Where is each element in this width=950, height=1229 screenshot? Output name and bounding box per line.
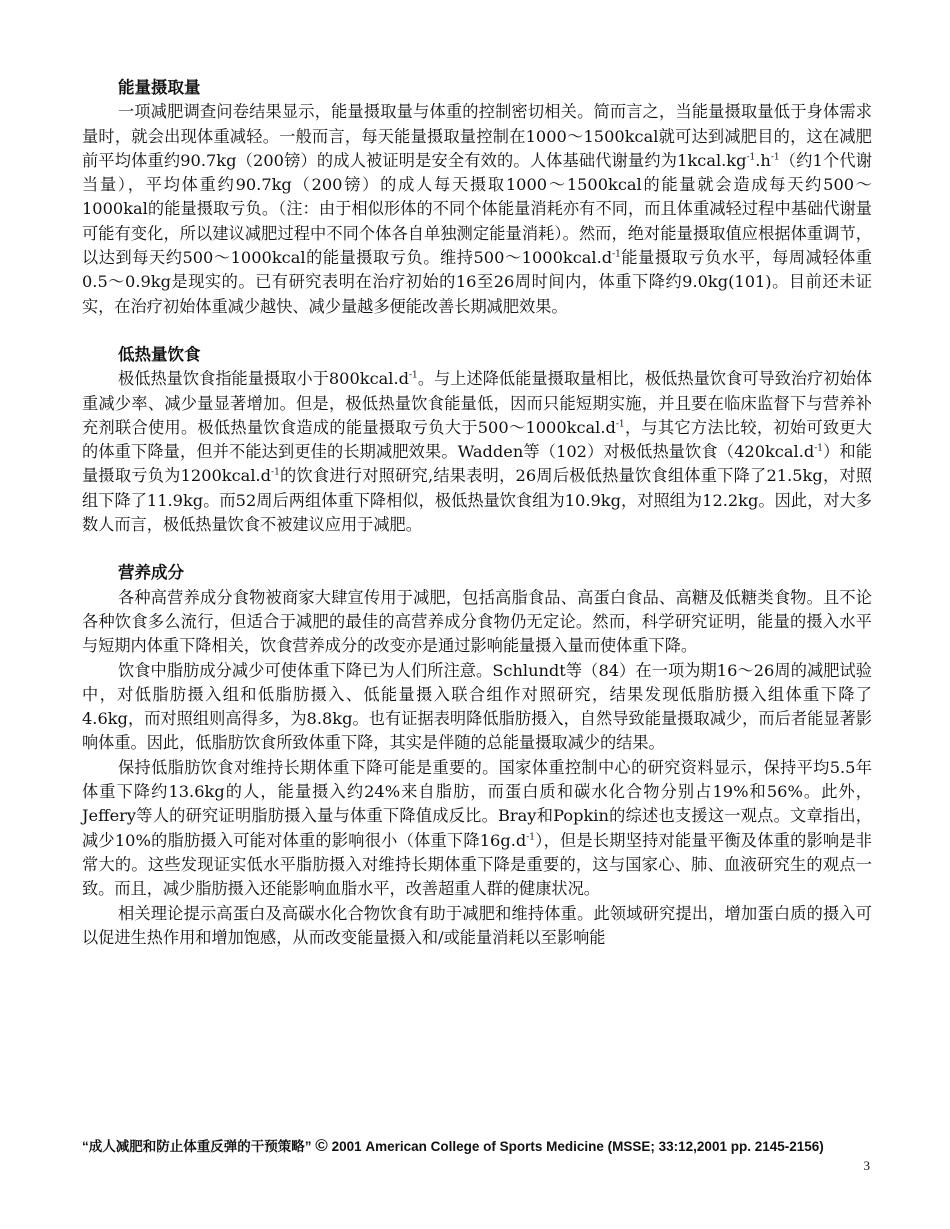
superscript: -1 — [526, 832, 535, 843]
paragraph-text: 饮食中脂肪成分减少可使体重下降已为人们所注意。Schlundt等（84）在一项为期16～26周的减肥试验中，对低脂肪摄入组和低脂肪摄入、低能量摄入联合组作对照研究，结果发现低脂肪摄入组体重下降了4.6kg，而对照组则高得多，为8.8kg。也有证据表明降低脂肪摄入，自然导致能量摄取减少，而后者能显著影响体重。因此，低脂肪饮食所致体重下降，其实是伴随的总能量摄取减少的结果。 — [82, 660, 872, 753]
superscript: -1 — [409, 370, 418, 381]
document-body — [82, 76, 872, 974]
paragraph-text: 一项减肥调查问卷结果显示，能量摄取量与体重的控制密切相关。简而言之，当能量摄取量低于身体需求量时，就会出现体重减轻。一般而言，每天能量摄取量控制在1000～1500kcal就可达到减肥目的，这在减肥前平均体重约90.7kg（200镑）的成人被证明是安全有效的。人体基础代谢量约为1kcal.kg — [82, 102, 872, 170]
footer-title: “成人减肥和防止体重反弹的干预策略” — [82, 1139, 312, 1154]
paragraph-text: ）和能量摄取亏负为1200kcal.d — [82, 442, 872, 486]
section-heading: 营养成分 — [118, 563, 184, 583]
page-number: 3 — [863, 1158, 870, 1173]
footer-citation — [82, 1137, 872, 1156]
superscript: -1 — [746, 152, 756, 163]
paragraph-text: 各种高营养成分食物被商家大肆宣传用于减肥，包括高脂食品、高蛋白食品、高糖及低糖类食物。且不论各种饮食多么流行，但适合于减肥的最佳的高营养成分食物仍无定论。然而，科学研究证明，能量的摄入水平与短期内体重下降相关，饮食营养成分的改变亦是通过影响能量摄入量而使体重下降。 — [82, 587, 872, 656]
section — [82, 343, 872, 537]
paragraph-text: ，与其它方法比较，初始可致更大的体重下降量，但并不能达到更佳的长期减肥效果。Wadden等（102）对极低热量饮食（420kcal.d — [82, 417, 872, 462]
paragraph-text: 相关理论提示高蛋白及高碳水化合物饮食有助于减肥和维持体重。此领域研究提出，增加蛋白质的摄入可以促进生热作用和增加饱感，从而改变能量摄入和/或能量消耗以至影响能 — [82, 903, 872, 947]
paragraph — [82, 902, 872, 951]
paragraph-text: 能量摄取亏负水平，每周减轻体重0.5～0.9kg是现实的。已有研究表明在治疗初始的16至26周时间内，体重下降约9.0kg(101)。目前还未证实，在治疗初始体重减少越快、减少量越多便能改善长期减肥效果。 — [82, 248, 872, 316]
section — [82, 561, 872, 950]
superscript: -1 — [770, 152, 780, 163]
paragraph-text: 极低热量饮食指能量摄取小于800kcal.d — [118, 369, 409, 389]
copyright-symbol: © — [315, 1136, 328, 1155]
paragraph — [82, 100, 872, 319]
paragraph-text: 。与上述降低能量摄取量相比，极低热量饮食可导致治疗初始体重减少率、减少量显著增加。但是，极低热量饮食能量低，因而只能短期实施，并且要在临床监督下与营养补充剂联合使用。极低热量饮食造成的能量摄取亏负大于500～1000kcal.d — [82, 369, 873, 437]
section-heading: 低热量饮食 — [118, 344, 201, 364]
superscript: -1 — [615, 419, 625, 430]
paragraph — [82, 659, 872, 756]
section-heading: 能量摄取量 — [118, 78, 201, 97]
paragraph-text: 的饮食进行对照研究,结果表明，26周后极低热量饮食组体重下降了21.5kg，对照组下降了11.9kg。而52周后两组体重下降相似，极低热量饮食组为10.9kg，对照组为12.2kg。因此，对大多数人而言，极低热量饮食不被建议应用于减肥。 — [82, 466, 873, 535]
paragraph — [82, 586, 872, 659]
superscript: -1 — [814, 443, 823, 454]
superscript: -1 — [612, 249, 621, 260]
section — [82, 76, 872, 319]
paragraph-text: 保持低脂肪饮食对维持长期体重下降可能是重要的。国家体重控制中心的研究资料显示，保持平均5.5年体重下降约13.6kg的人，能量摄入约24%来自脂肪，而蛋白质和碳水化合物分别占19%和56%。此外，Jeffery等人的研究证明脂肪摄入量与体重下降值成反比。Bray和Popkin的综述也支援这一观点。文章指出，减少10%的脂肪摄入可能对体重的影响很小（体重下降16g.d — [82, 757, 872, 850]
superscript: -1 — [271, 468, 280, 479]
paragraph — [82, 756, 872, 902]
paragraph-text: .h — [755, 150, 771, 170]
paragraph-text: （约1个代谢当量），平均体重约90.7kg（200镑）的成人每天摄取1000～1500kcal的能量就会造成每天约500～1000kal的能量摄取亏负。（注：由于相似形体的不同个体能量消耗亦有不同，而且体重减轻过程中基础代谢量可能有变化，所以建议减肥过程中不同个体各自单独测定能量消耗）。然而，绝对能量摄取值应根据体重调节，以达到每天约500～1000kcal的能量摄取亏负。维持500～1000kcal.d — [82, 150, 872, 268]
paragraph — [82, 367, 872, 537]
footer-citation-text: 2001 American College of Sports Medicine (MSSE; 33:12,2001 pp. 2145-2156) — [331, 1139, 824, 1154]
paragraph-text: ），但是长期坚持对能量平衡及体重的影响是非常大的。这些发现证实低水平脂肪摄入对维持长期体重下降是重要的，这与国家心、肺、血液研究生的观点一致。而且，减少脂肪摄入还能影响血脂水平，改善超重人群的健康状况。 — [82, 830, 872, 899]
